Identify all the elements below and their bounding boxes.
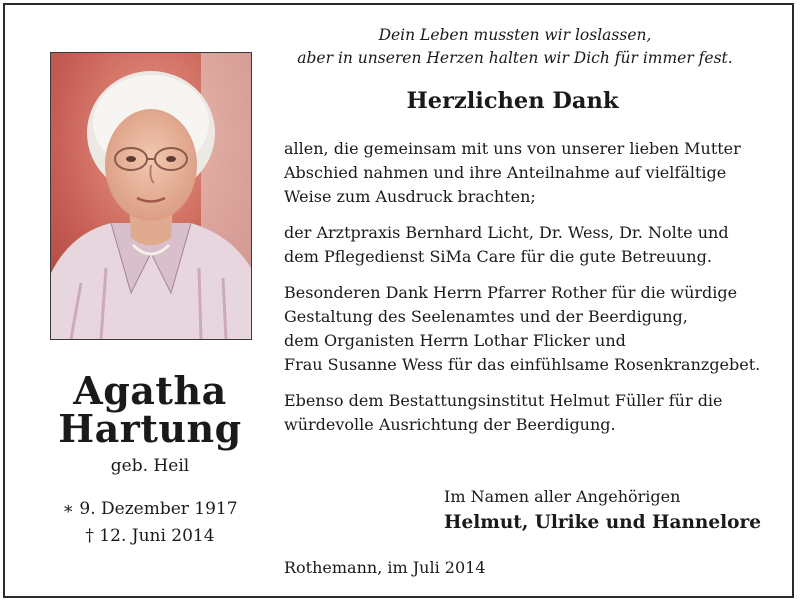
first-name: Agatha: [73, 368, 227, 413]
motto-line: aber in unseren Herzen halten wir Dich für immer fest.: [297, 49, 733, 67]
text-line: würdevolle Ausrichtung der Beerdigung.: [284, 415, 616, 434]
text-line: Gestaltung des Seelenamtes und der Beerdigung,: [284, 307, 688, 326]
text-line: Besonderen Dank Herrn Pfarrer Rother für die würdige: [284, 283, 738, 302]
signature-intro: Im Namen aller Angehörigen: [444, 487, 681, 506]
paragraph-family: [284, 137, 784, 209]
portrait-photo: [50, 52, 252, 340]
motto-line: Dein Leben mussten wir loslassen,: [378, 26, 652, 44]
text-line: der Arztpraxis Bernhard Licht, Dr. Wess, Dr. Nolte und: [284, 223, 729, 242]
text-line: dem Organisten Herrn Lothar Flicker und: [284, 331, 626, 350]
signature: [444, 484, 761, 536]
text-line: Ebenso dem Bestattungsinstitut Helmut Füller für die: [284, 391, 723, 410]
portrait-illustration: [51, 53, 251, 339]
paragraph-pastor: [284, 281, 784, 377]
life-dates: [30, 496, 270, 550]
birth-date: ∗ 9. Dezember 1917: [62, 499, 238, 519]
paragraph-funeral-home: [284, 389, 784, 437]
thanks-body: [284, 137, 784, 449]
text-line: Abschied nahmen und ihre Anteilnahme auf vielfältige: [284, 163, 727, 182]
place-date: Rothemann, im Juli 2014: [284, 558, 486, 577]
text-line: dem Pflegedienst SiMa Care für die gute Betreuung.: [284, 247, 712, 266]
deceased-name: [30, 368, 270, 451]
last-name: Hartung: [58, 406, 242, 451]
text-line: Weise zum Ausdruck brachten;: [284, 187, 536, 206]
signature-names: Helmut, Ulrike und Hannelore: [444, 512, 761, 533]
motto: [290, 24, 740, 70]
heading: Herzlichen Dank: [406, 88, 619, 114]
death-date: † 12. Juni 2014: [85, 526, 215, 546]
text-line: allen, die gemeinsam mit uns von unserer lieben Mutter: [284, 139, 741, 158]
text-line: Frau Susanne Wess für das einfühlsame Rosenkranzgebet.: [284, 355, 761, 374]
birth-name: geb. Heil: [110, 456, 190, 476]
paragraph-doctors: [284, 221, 784, 269]
